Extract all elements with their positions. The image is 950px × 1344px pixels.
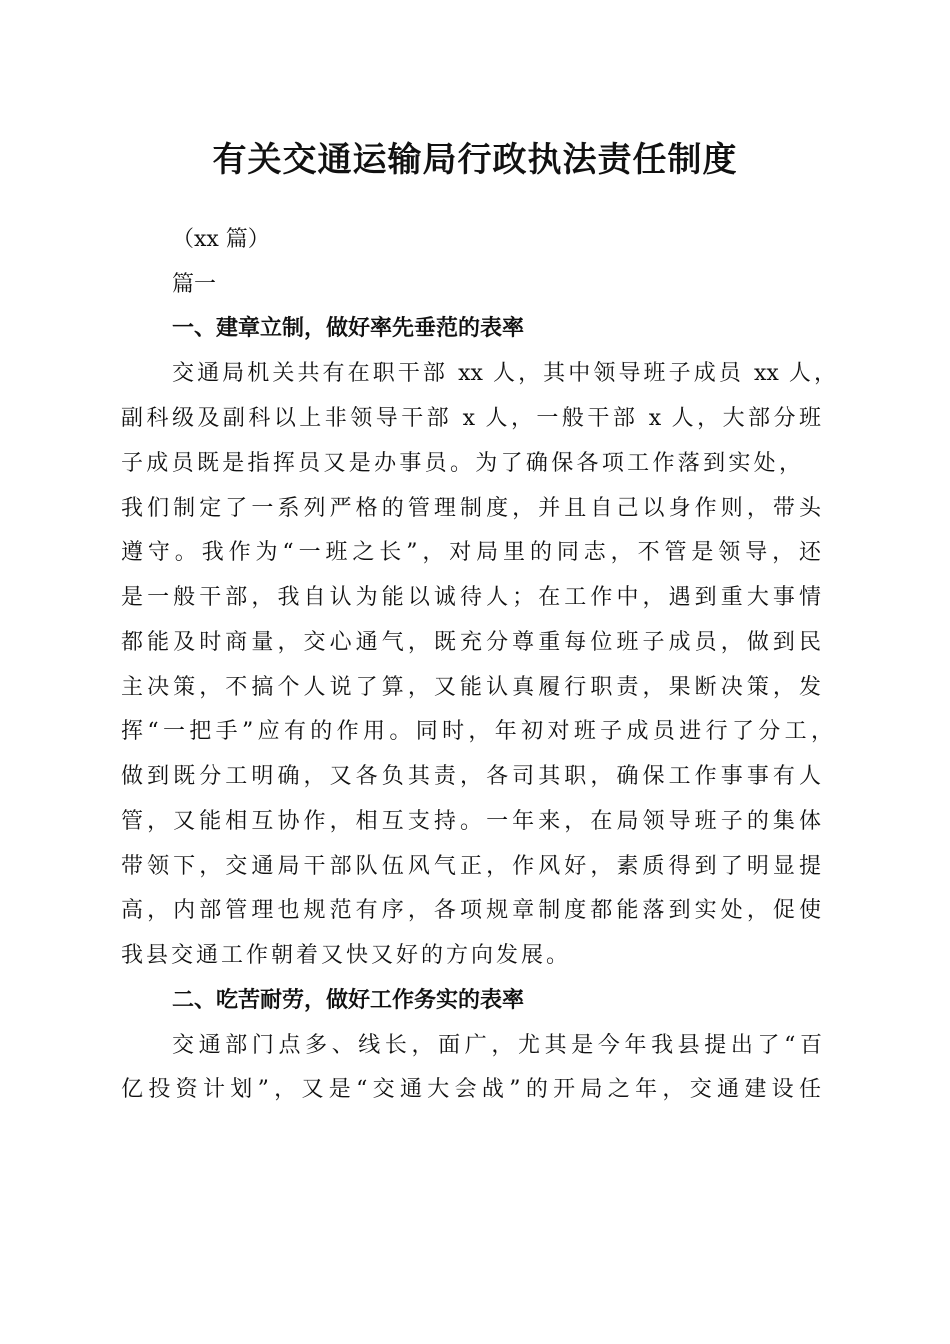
paragraph-line: 遵守。我作为“一班之长”，对局里的同志，不管是领导，还	[121, 540, 821, 565]
section-heading-2: 二、吃苦耐劳，做好工作务实的表率	[172, 988, 525, 1013]
paragraph-line: 子成员既是指挥员又是办事员。为了确保各项工作落到实处，	[121, 451, 801, 476]
paragraph-line: 我们制定了一系列严格的管理制度，并且自己以身作则，带头	[121, 496, 821, 521]
paragraph-line: 主决策，不搞个人说了算，又能认真履行职责，果断决策，发	[121, 675, 821, 700]
paragraph-line: 副科级及副科以上非领导干部 x 人，一般干部 x 人，大部分班	[121, 406, 821, 431]
paragraph-line: 都能及时商量，交心通气，既充分尊重每位班子成员，做到民	[121, 630, 821, 655]
paragraph-line: 是一般干部，我自认为能以诚待人；在工作中，遇到重大事情	[121, 585, 821, 610]
paragraph-line: 交通部门点多、线长，面广，尤其是今年我县提出了“百	[172, 1033, 822, 1058]
paragraph-line: 高，内部管理也规范有序，各项规章制度都能落到实处，促使	[121, 898, 821, 923]
paragraph-line: 亿投资计划”，又是“交通大会战”的开局之年，交通建设任	[121, 1077, 821, 1102]
subtitle: （xx 篇）	[172, 227, 270, 252]
paragraph-line: 做到既分工明确，又各负其责，各司其职，确保工作事事有人	[121, 764, 821, 789]
document-title: 有关交通运输局行政执法责任制度	[212, 140, 738, 180]
part-label: 篇一	[172, 272, 217, 297]
section-heading-1: 一、建章立制，做好率先垂范的表率	[172, 316, 525, 341]
paragraph-line: 交通局机关共有在职干部 xx 人，其中领导班子成员 xx 人，	[172, 361, 836, 386]
paragraph-line: 带领下，交通局干部队伍风气正，作风好，素质得到了明显提	[121, 854, 821, 879]
paragraph-line: 挥“一把手”应有的作用。同时，年初对班子成员进行了分工，	[121, 719, 833, 744]
paragraph-line: 管，又能相互协作，相互支持。一年来，在局领导班子的集体	[121, 809, 821, 834]
paragraph-line: 我县交通工作朝着又快又好的方向发展。	[121, 943, 572, 968]
